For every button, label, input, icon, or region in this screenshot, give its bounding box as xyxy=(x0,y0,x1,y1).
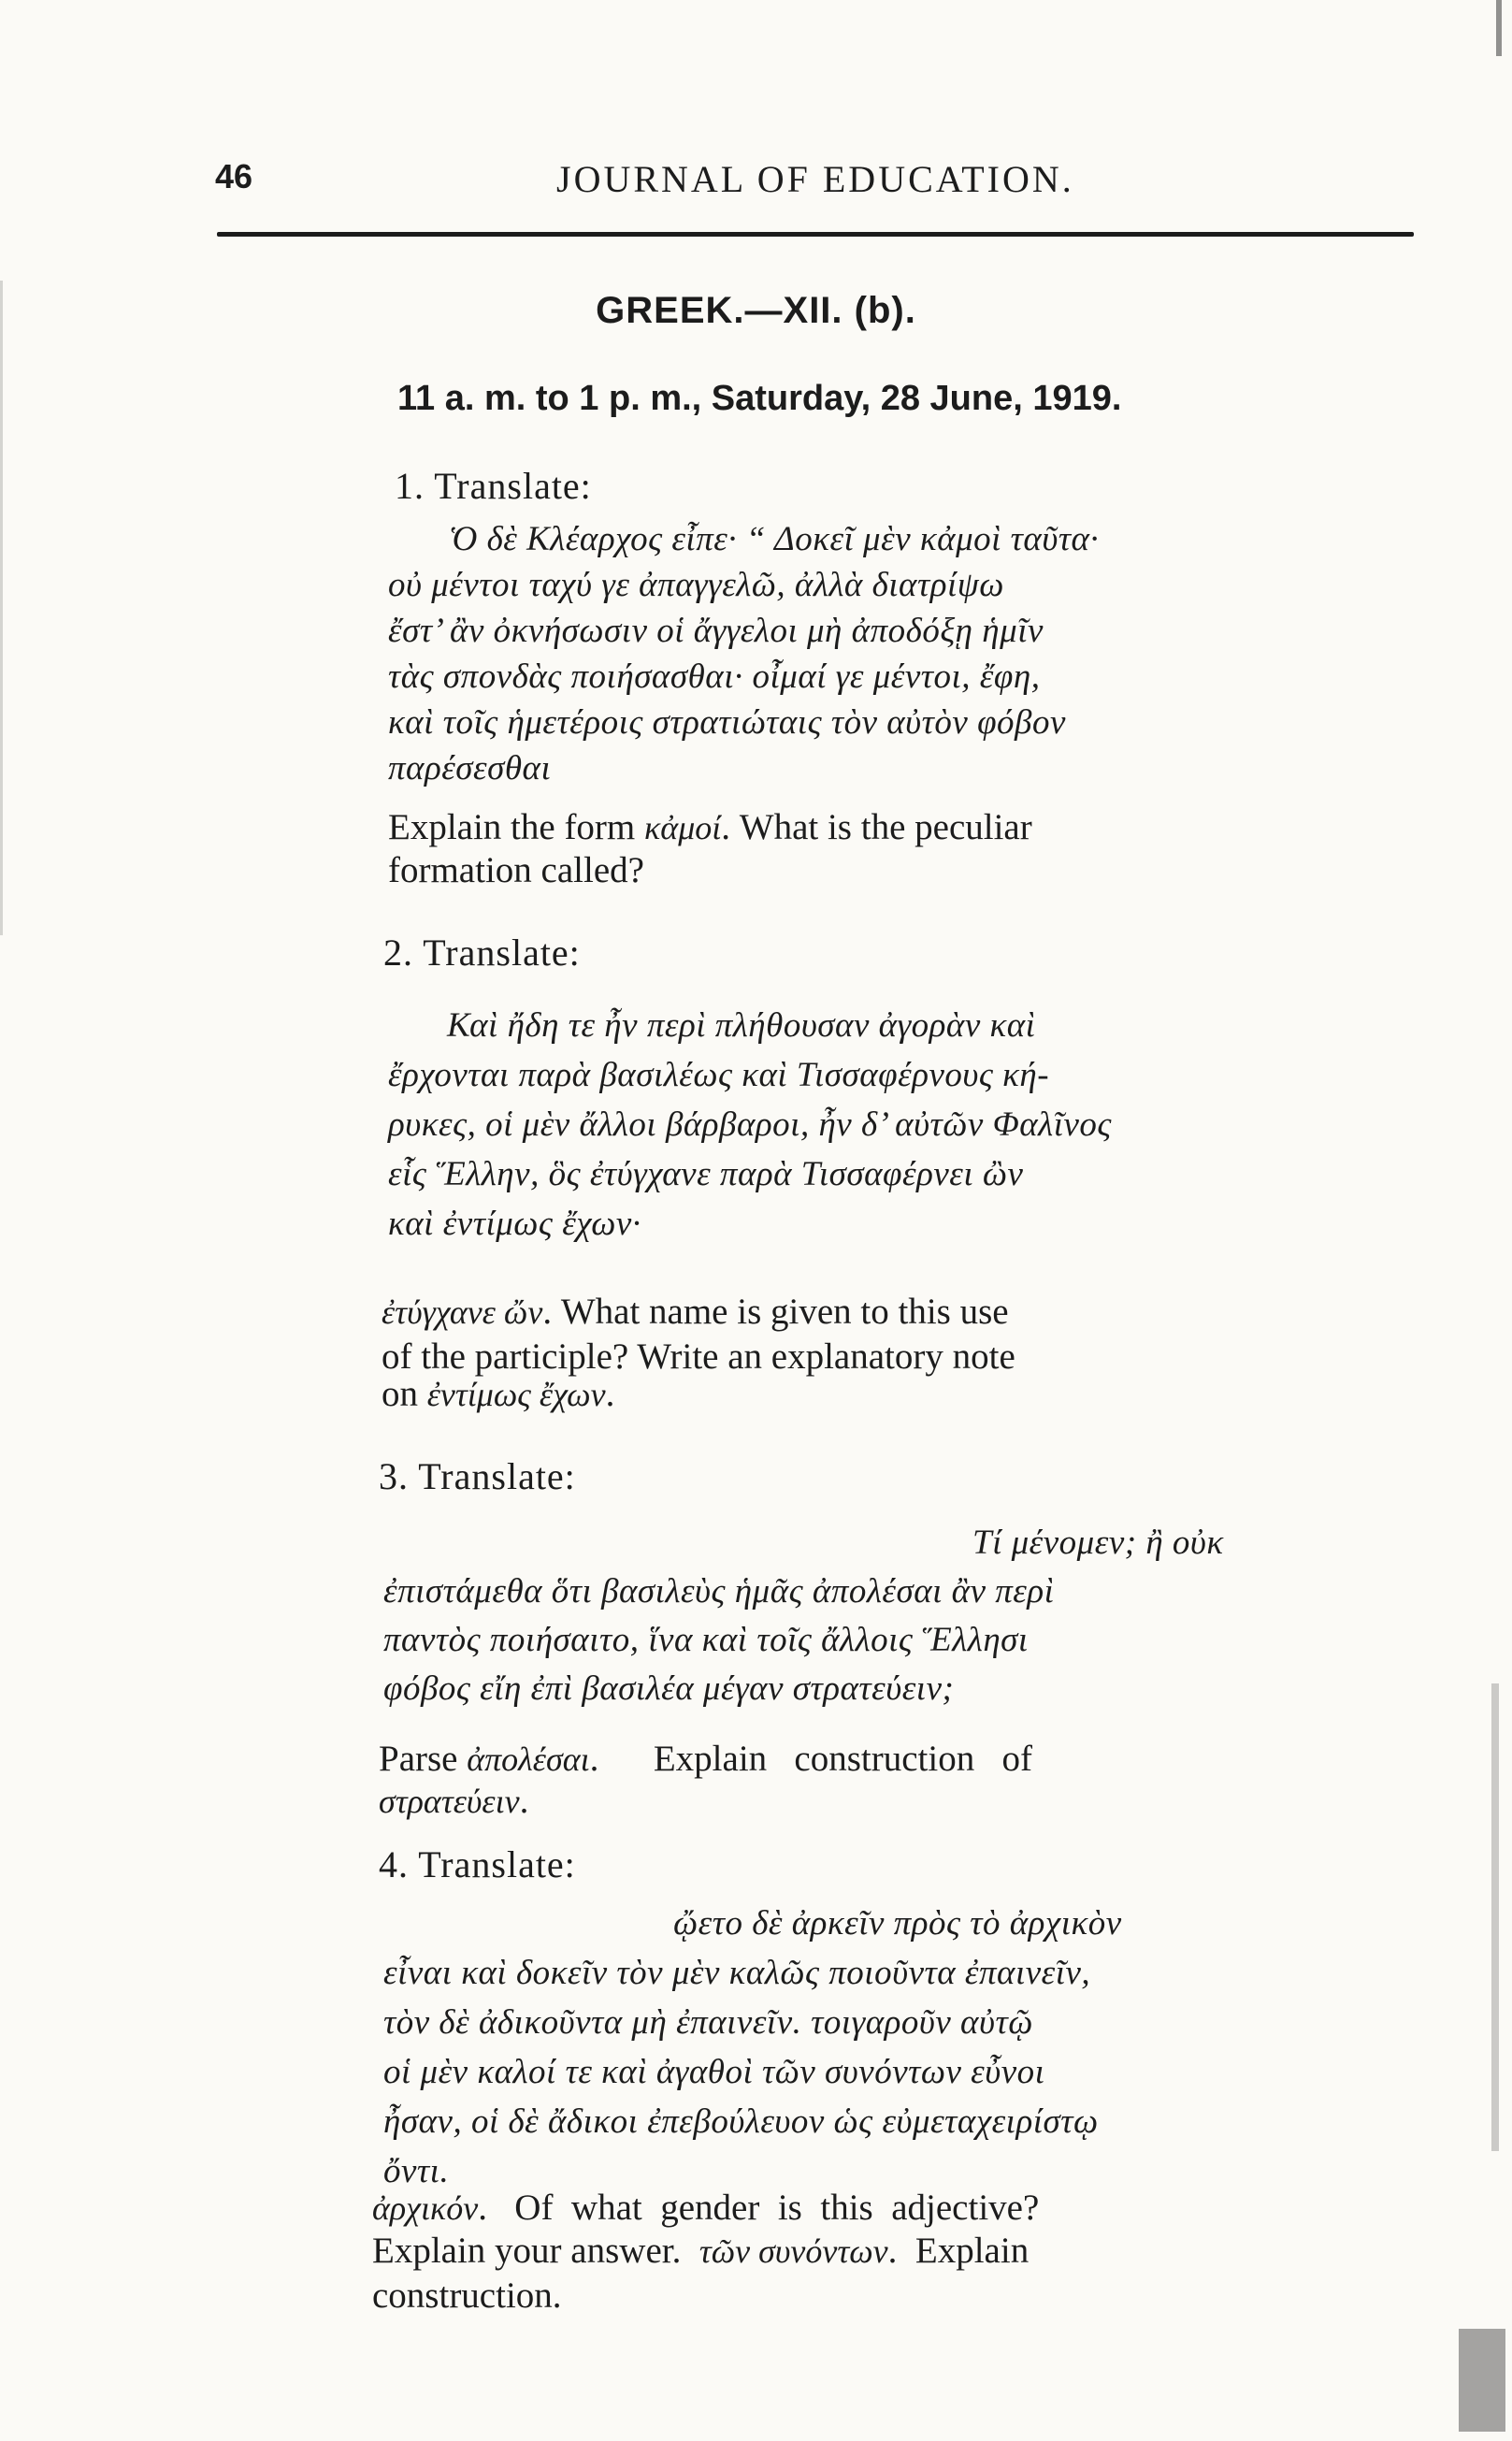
greek-line: ᾤετο δὲ ἀρκεῖν πρὸς τὸ ἀρχικὸν xyxy=(673,1904,1122,1943)
question-number: 3. Translate: xyxy=(379,1455,576,1497)
question-text-line: of the participle? Write an explanatory note xyxy=(382,1336,1015,1377)
greek-line: οἱ μὲν καλοί τε καὶ ἀγαθοὶ τῶν συνόντων εὖνοι xyxy=(383,2053,1045,2091)
question-text-line: Parse ἀπολέσαι. Explain construction of xyxy=(379,1739,1032,1779)
question-text-line: Explain the form κἀμοί. What is the peculiar xyxy=(388,807,1032,847)
exam-title: GREEK.—XII. (b). xyxy=(596,290,916,331)
greek-line: Τί μένομεν; ἢ οὐκ xyxy=(972,1524,1224,1562)
greek-line: ἐπιστάμεθα ὅτι βασιλεὺς ἡμᾶς ἀπολέσαι ἂν περὶ xyxy=(383,1572,1055,1610)
scan-edge-mark xyxy=(1496,0,1502,56)
scan-edge-mark xyxy=(0,281,3,935)
greek-line: ἔστ’ ἂν ὀκνήσωσιν οἱ ἄγγελοι μὴ ἀποδόξῃ ἡμῖν xyxy=(388,612,1044,650)
greek-line: οὐ μέντοι ταχύ γε ἀπαγγελῶ, ἀλλὰ διατρίψω xyxy=(388,566,1004,604)
header-rule xyxy=(217,232,1414,237)
question-number: 2. Translate: xyxy=(383,932,581,974)
question-text-line: ἀρχικόν. Of what gender is this adjective? xyxy=(372,2188,1040,2228)
greek-line: ἦσαν, οἱ δὲ ἄδικοι ἐπεβούλευον ὡς εὐμεταχειρίστῳ xyxy=(383,2102,1099,2141)
greek-line: εἶναι καὶ δοκεῖν τὸν μὲν καλῶς ποιοῦντα ἐπαινεῖν, xyxy=(383,1954,1091,1992)
question-text-line: construction. xyxy=(372,2275,562,2316)
greek-line: ὄντι. xyxy=(383,2152,450,2190)
question-number: 4. Translate: xyxy=(379,1843,576,1885)
question-text-line: on ἐντίμως ἔχων. xyxy=(382,1374,615,1414)
greek-line: ρυκες, οἱ μὲν ἄλλοι βάρβαροι, ἦν δ’ αὐτῶν Φαλῖνος xyxy=(388,1105,1112,1144)
page-number: 46 xyxy=(215,157,253,195)
exam-datetime: 11 a. m. to 1 p. m., Saturday, 28 June, 1919. xyxy=(397,379,1122,418)
greek-line: εἷς Ἕλλην, ὃς ἐτύγχανε παρὰ Τισσαφέρνει ὢν xyxy=(388,1155,1024,1193)
greek-line: τὰς σπονδὰς ποιήσασθαι· οἶμαί γε μέντοι, ἔφη, xyxy=(388,657,1041,696)
question-text-line: στρατεύειν. xyxy=(379,1781,529,1821)
page-header xyxy=(215,157,1412,213)
greek-line: καὶ τοῖς ἡμετέροις στρατιώταις τὸν αὐτὸν φόβον xyxy=(388,703,1066,742)
greek-line: παντὸς ποιήσαιτο, ἵνα καὶ τοῖς ἄλλοις Ἕλλησι xyxy=(383,1621,1029,1659)
question-text-line: ἐτύγχανε ὤν. What name is given to this use xyxy=(382,1292,1009,1332)
greek-line: φόβος εἴη ἐπὶ βασιλέα μέγαν στρατεύειν; xyxy=(383,1669,955,1708)
question-text-line: Explain your answer. τῶν συνόντων. Explain xyxy=(372,2231,1030,2271)
question-number: 1. Translate: xyxy=(395,465,592,507)
journal-title: JOURNAL OF EDUCATION. xyxy=(556,158,1074,200)
greek-line: Ὁ δὲ Κλέαρχος εἶπε· “ Δοκεῖ μὲν κἀμοὶ ταῦτα· xyxy=(449,520,1100,558)
greek-line: ἔρχονται παρὰ βασιλέως καὶ Τισσαφέρνους κή- xyxy=(388,1056,1050,1094)
scan-edge-mark xyxy=(1459,2329,1505,2432)
scan-edge-mark xyxy=(1491,1683,1499,2151)
greek-line: παρέσεσθαι xyxy=(388,749,552,787)
question-text-line: formation called? xyxy=(388,850,644,890)
greek-line: τὸν δὲ ἀδικοῦντα μὴ ἐπαινεῖν. τοιγαροῦν αὐτῷ xyxy=(383,2003,1033,2042)
greek-line: καὶ ἐντίμως ἔχων· xyxy=(388,1205,641,1243)
greek-line: Καὶ ἤδη τε ἦν περὶ πλήθουσαν ἀγορὰν καὶ xyxy=(447,1006,1036,1045)
